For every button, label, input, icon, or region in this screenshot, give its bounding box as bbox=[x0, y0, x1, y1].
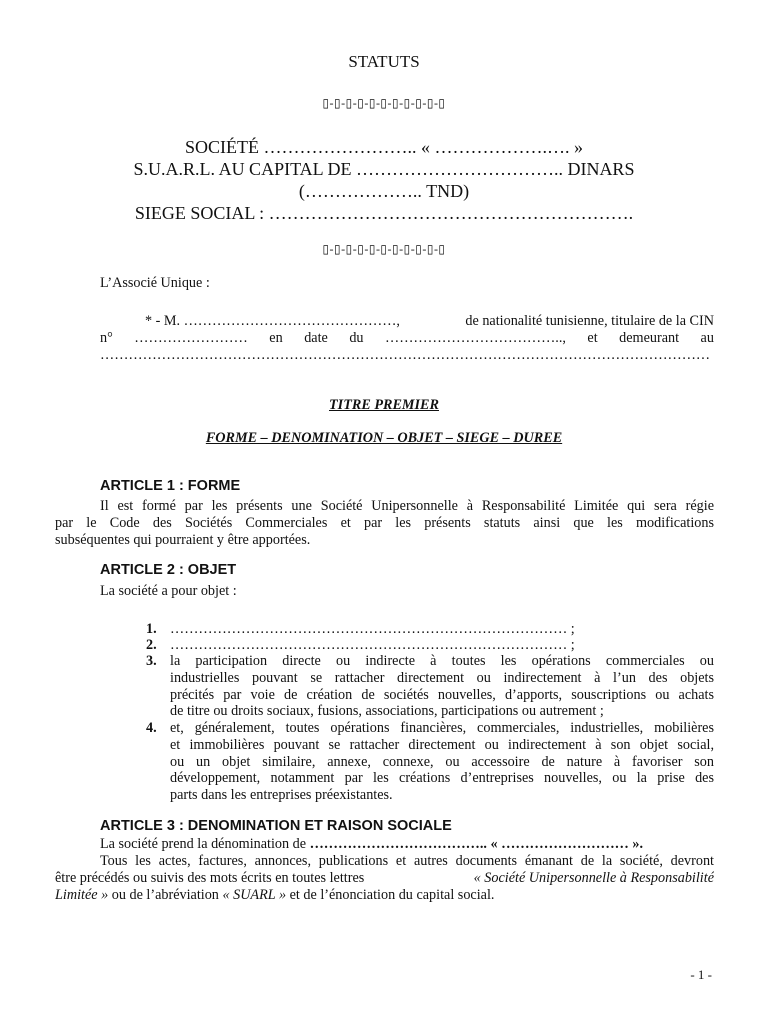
objet-item-line: ………………………………………………………………………… ; bbox=[170, 621, 575, 637]
titre-premier: TITRE PREMIER bbox=[329, 397, 439, 413]
article-2-heading: ARTICLE 2 : OBJET bbox=[100, 562, 237, 578]
article-3-line-2: Tous les actes, factures, annonces, publications et autres documents émanant de la société, devront bbox=[100, 853, 714, 869]
company-name-line: SOCIÉTÉ …………………….. « ……………….…. » bbox=[185, 137, 583, 157]
denomination-blank: ……………………………….. « ……………………… ». bbox=[309, 836, 643, 852]
objet-item-line: ………………………………………………………………………… ; bbox=[170, 637, 575, 653]
objet-item-line: la participation directe ou indirecte à toutes les opérations commerciales ou bbox=[170, 653, 714, 669]
article-3-capital-text: et de l’énonciation du capital social. bbox=[286, 887, 495, 903]
article-3-line-4 bbox=[55, 887, 714, 904]
ornament-bottom: ▯-▯-▯-▯-▯-▯-▯-▯-▯-▯-▯ bbox=[322, 242, 446, 256]
capital-tnd-line: (……………….. TND) bbox=[298, 181, 470, 201]
associe-nationality: de nationalité tunisienne, titulaire de la CIN bbox=[465, 313, 714, 329]
associe-line-2-part: en bbox=[269, 330, 283, 346]
objet-item-line: industrielles pouvant se rattacher directement ou indirectement à l’un des objets bbox=[170, 669, 714, 686]
associe-line-2-part: et bbox=[587, 330, 598, 346]
objet-item-number: 1. bbox=[146, 621, 157, 637]
article-3-line-1 bbox=[100, 836, 643, 853]
article-1-heading: ARTICLE 1 : FORME bbox=[100, 478, 241, 494]
article-3-line-3-text: être précédés ou suivis des mots écrits en toutes lettres bbox=[55, 870, 365, 886]
objet-item-line: développement, notamment par les créations d’entreprises nouvelles, ou la prise des bbox=[170, 770, 714, 787]
article-3-limitee: Limitée » bbox=[55, 887, 109, 903]
associe-line-2-part: demeurant bbox=[619, 330, 680, 346]
siege-social-line: SIEGE SOCIAL : ……………………………………………………. bbox=[134, 203, 634, 223]
article-2-intro: La société a pour objet : bbox=[100, 583, 237, 599]
objet-item-line: parts dans les entreprises préexistantes. bbox=[170, 787, 393, 804]
associe-line-2-part: au bbox=[700, 330, 714, 346]
page-number: - 1 - bbox=[690, 967, 712, 982]
ornament-top: ▯-▯-▯-▯-▯-▯-▯-▯-▯-▯-▯ bbox=[322, 96, 446, 110]
article-1-line-2: par le Code des Sociétés Commerciales et par les présents statuts ainsi que les modifications bbox=[55, 515, 714, 531]
associe-name: * - M. ………………………………………, bbox=[145, 313, 400, 329]
document-title: STATUTS bbox=[348, 52, 420, 71]
objet-item-line: ou un objet similaire, annexe, connexe, ou accessoire de nature à favoriser son bbox=[170, 753, 714, 770]
article-3-line-3 bbox=[55, 870, 714, 887]
article-3-suarl: « SUARL » bbox=[222, 887, 287, 903]
associe-line-2-part: n° bbox=[100, 330, 113, 346]
article-1-line-1: Il est formé par les présents une Société Unipersonnelle à Responsabilité Limitée qui sera régie bbox=[100, 498, 714, 514]
associe-line-2 bbox=[100, 330, 714, 347]
article-3-line-3-italic: « Société Unipersonnelle à Responsabilité bbox=[473, 870, 714, 886]
associe-address: ………………………………………………………………………………………………………………… bbox=[100, 347, 711, 363]
associe-line-2-part: du bbox=[349, 330, 364, 346]
article-3-heading: ARTICLE 3 : DENOMINATION ET RAISON SOCIALE bbox=[100, 818, 452, 834]
objet-item-number: 3. bbox=[146, 653, 157, 669]
associe-line-2-part: date bbox=[304, 330, 328, 346]
associe-label: L’Associé Unique : bbox=[100, 275, 210, 291]
capital-line: S.U.A.R.L. AU CAPITAL DE …………………………….. DINARS bbox=[133, 159, 635, 179]
article-1-line-3: subséquentes qui pourraient y être apportées. bbox=[55, 532, 311, 548]
associe-line-1 bbox=[145, 313, 714, 330]
objet-item-line: et, généralement, toutes opérations financières, commerciales, industrielles, mobilières bbox=[170, 720, 714, 736]
objet-item-number: 4. bbox=[146, 720, 157, 736]
article-3-abrev-text: ou de l’abréviation bbox=[108, 887, 223, 903]
objet-item-line: de titre ou droits sociaux, fusions, associations, participations ou autrement ; bbox=[170, 703, 604, 720]
objet-item-line: et immobilières pouvant se rattacher directement ou indirectement à son objet social, bbox=[170, 736, 714, 753]
titre-subtitle: FORME – DENOMINATION – OBJET – SIEGE – DUREE bbox=[205, 430, 563, 446]
objet-item-line: précités par voie de création de sociétés nouvelles, d’apports, souscriptions ou achats bbox=[170, 686, 714, 703]
associe-line-2-part: …………………… bbox=[134, 330, 248, 346]
denomination-text: La société prend la dénomination de bbox=[100, 836, 310, 852]
associe-line-2-part: ……………………………….., bbox=[385, 330, 566, 346]
objet-item-number: 2. bbox=[146, 637, 157, 653]
